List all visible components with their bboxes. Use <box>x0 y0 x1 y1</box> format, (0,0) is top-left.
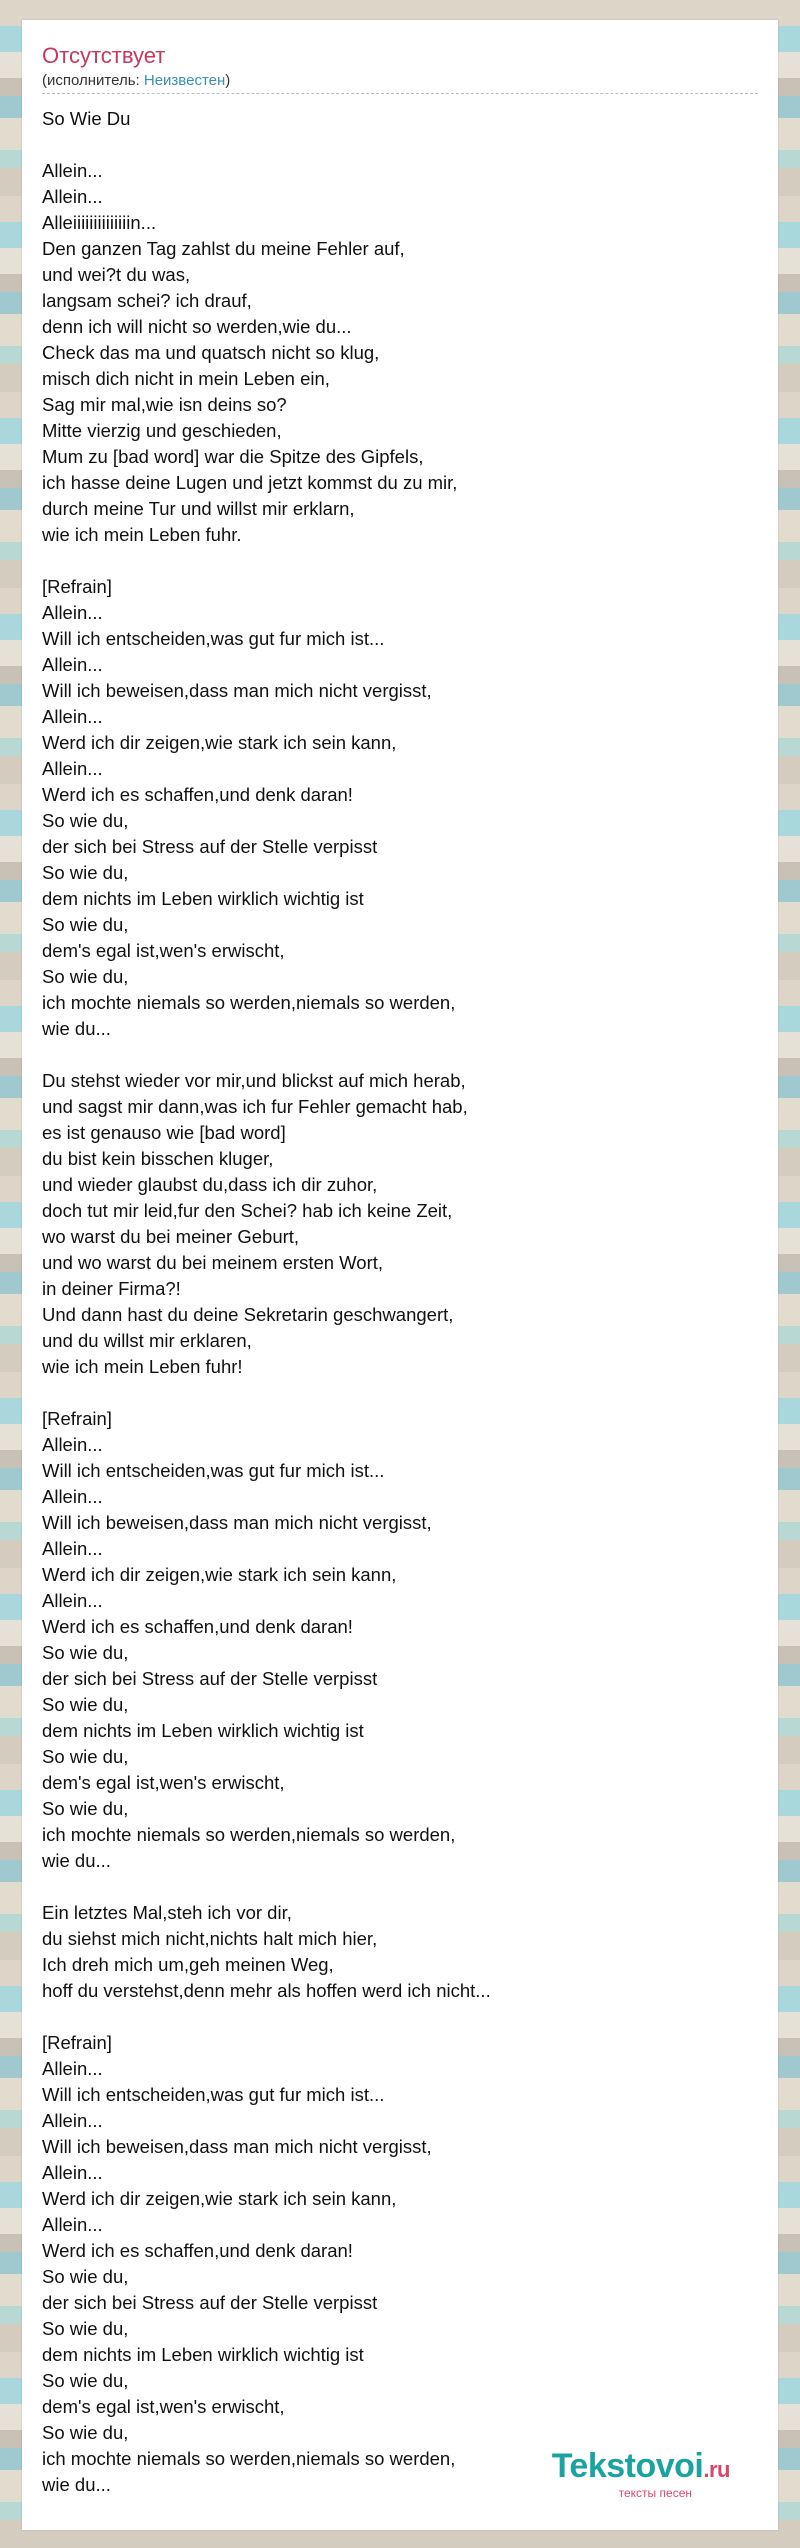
lyric-line: Allein... <box>42 602 103 623</box>
lyric-line: Werd ich dir zeigen,wie stark ich sein kann, <box>42 1564 397 1585</box>
lyric-line: Und dann hast du deine Sekretarin geschwangert, <box>42 1304 454 1325</box>
lyric-line: langsam schei? ich drauf, <box>42 290 252 311</box>
lyric-line: und wieder glaubst du,dass ich dir zuhor, <box>42 1174 378 1195</box>
lyric-blank-line <box>42 1874 758 1900</box>
lyric-line: Will ich entscheiden,was gut fur mich ist... <box>42 2084 385 2105</box>
lyric-line: ich mochte niemals so werden,niemals so werden, <box>42 1824 456 1845</box>
lyric-line: Allein... <box>42 2110 103 2131</box>
lyric-blank-line <box>42 1380 758 1406</box>
lyric-line: wo warst du bei meiner Geburt, <box>42 1226 300 1247</box>
lyric-line: So wie du, <box>42 1642 129 1663</box>
artist-prefix: (исполнитель: <box>42 72 144 89</box>
lyric-line: dem's egal ist,wen's erwischt, <box>42 2396 285 2417</box>
lyric-line: Allein... <box>42 160 103 181</box>
lyric-line: Allein... <box>42 1486 103 1507</box>
logo-tld: .ru <box>703 2457 730 2482</box>
lyric-line: Allein... <box>42 758 103 779</box>
lyric-line: [Refrain] <box>42 576 112 597</box>
lyric-blank-line <box>42 2004 758 2030</box>
lyric-line: Will ich entscheiden,was gut fur mich ist... <box>42 628 385 649</box>
lyric-line: und du willst mir erklaren, <box>42 1330 252 1351</box>
lyric-line: Allein... <box>42 2162 103 2183</box>
lyric-line: So wie du, <box>42 1746 129 1767</box>
lyric-line: dem nichts im Leben wirklich wichtig ist <box>42 1720 364 1741</box>
lyric-line: es ist genauso wie [bad word] <box>42 1122 286 1143</box>
lyric-line: Allein... <box>42 1590 103 1611</box>
header-divider <box>42 93 758 94</box>
lyric-line: Allein... <box>42 1538 103 1559</box>
logo-name: Tekstovoi <box>551 2447 704 2485</box>
lyric-line: wie du... <box>42 2474 111 2495</box>
lyric-line: wie ich mein Leben fuhr! <box>42 1356 243 1377</box>
lyric-line: So wie du, <box>42 2422 129 2443</box>
lyric-line: So wie du, <box>42 1694 129 1715</box>
lyric-line: Will ich beweisen,dass man mich nicht vergisst, <box>42 1512 432 1533</box>
lyric-line: misch dich nicht in mein Leben ein, <box>42 368 330 389</box>
lyric-line: der sich bei Stress auf der Stelle verpisst <box>42 1668 378 1689</box>
lyrics-card <box>22 20 778 2530</box>
lyric-line: und wo warst du bei meinem ersten Wort, <box>42 1252 384 1273</box>
lyric-line: Werd ich es schaffen,und denk daran! <box>42 784 353 805</box>
lyric-line: in deiner Firma?! <box>42 1278 181 1299</box>
lyric-line: So wie du, <box>42 2370 129 2391</box>
site-logo[interactable] <box>552 2448 730 2500</box>
lyric-line: ich mochte niemals so werden,niemals so werden, <box>42 992 456 1013</box>
lyric-line: Will ich entscheiden,was gut fur mich ist... <box>42 1460 385 1481</box>
lyric-line: [Refrain] <box>42 2032 112 2053</box>
lyric-line: So wie du, <box>42 810 129 831</box>
lyric-line: Allein... <box>42 654 103 675</box>
lyric-blank-line <box>42 1042 758 1068</box>
lyric-line: wie ich mein Leben fuhr. <box>42 524 242 545</box>
lyric-line: Werd ich es schaffen,und denk daran! <box>42 2240 353 2261</box>
lyric-line: So wie du, <box>42 1798 129 1819</box>
lyric-line: So wie du, <box>42 914 129 935</box>
lyric-line: So wie du, <box>42 2318 129 2339</box>
lyric-line: Allein... <box>42 186 103 207</box>
lyric-line: Allein... <box>42 706 103 727</box>
artist-suffix: ) <box>225 72 231 89</box>
lyric-line: Mum zu [bad word] war die Spitze des Gipfels, <box>42 446 424 467</box>
lyric-line: Du stehst wieder vor mir,und blickst auf mich herab, <box>42 1070 466 1091</box>
lyric-line: und sagst mir dann,was ich fur Fehler gemacht hab, <box>42 1096 468 1117</box>
logo-tagline: тексты песен <box>618 2486 692 2500</box>
lyric-line: durch meine Tur und willst mir erklarn, <box>42 498 355 519</box>
lyric-line: ich mochte niemals so werden,niemals so werden, <box>42 2448 456 2469</box>
lyric-line: Allein... <box>42 1434 103 1455</box>
lyric-line: wie du... <box>42 1018 111 1039</box>
lyric-line: der sich bei Stress auf der Stelle verpisst <box>42 2292 378 2313</box>
lyric-line: Allein... <box>42 2058 103 2079</box>
lyric-line: Alleiiiiiiiiiiiiiin... <box>42 212 157 233</box>
lyric-line: dem nichts im Leben wirklich wichtig ist <box>42 2344 364 2365</box>
lyric-line: Mitte vierzig und geschieden, <box>42 420 282 441</box>
lyric-line: Werd ich dir zeigen,wie stark ich sein kann, <box>42 2188 397 2209</box>
lyric-line: Den ganzen Tag zahlst du meine Fehler auf, <box>42 238 405 259</box>
artist-link[interactable]: Неизвестен <box>143 72 226 89</box>
lyric-line: Werd ich dir zeigen,wie stark ich sein kann, <box>42 732 397 753</box>
lyric-line: du siehst mich nicht,nichts halt mich hier, <box>42 1928 378 1949</box>
lyric-line: So wie du, <box>42 966 129 987</box>
lyric-line: So wie du, <box>42 2266 129 2287</box>
lyric-line: Ich dreh mich um,geh meinen Weg, <box>42 1954 334 1975</box>
lyrics-text <box>42 106 758 2498</box>
song-title: Отсутствует <box>42 43 166 68</box>
lyric-line: und wei?t du was, <box>42 264 191 285</box>
lyric-line: Allein... <box>42 2214 103 2235</box>
lyric-line: Ein letztes Mal,steh ich vor dir, <box>42 1902 292 1923</box>
lyric-line: So wie du, <box>42 862 129 883</box>
lyric-line: Check das ma und quatsch nicht so klug, <box>42 342 380 363</box>
lyric-line: So Wie Du <box>42 108 131 129</box>
lyric-line: [Refrain] <box>42 1408 112 1429</box>
lyric-line: dem's egal ist,wen's erwischt, <box>42 1772 285 1793</box>
artist-line <box>42 72 230 90</box>
lyric-line: Will ich beweisen,dass man mich nicht vergisst, <box>42 680 432 701</box>
lyric-line: ich hasse deine Lugen und jetzt kommst du zu mir, <box>42 472 458 493</box>
lyric-line: hoff du verstehst,denn mehr als hoffen werd ich nicht... <box>42 1980 491 2001</box>
lyric-line: der sich bei Stress auf der Stelle verpisst <box>42 836 378 857</box>
lyric-line: Will ich beweisen,dass man mich nicht vergisst, <box>42 2136 432 2157</box>
lyric-line: wie du... <box>42 1850 111 1871</box>
lyric-blank-line <box>42 132 758 158</box>
lyric-line: Werd ich es schaffen,und denk daran! <box>42 1616 353 1637</box>
lyric-line: dem's egal ist,wen's erwischt, <box>42 940 285 961</box>
lyric-line: denn ich will nicht so werden,wie du... <box>42 316 352 337</box>
logo-wordmark <box>552 2448 730 2488</box>
lyric-line: Sag mir mal,wie isn deins so? <box>42 394 287 415</box>
lyric-line: doch tut mir leid,fur den Schei? hab ich keine Zeit, <box>42 1200 453 1221</box>
lyric-blank-line <box>42 548 758 574</box>
lyric-line: du bist kein bisschen kluger, <box>42 1148 274 1169</box>
lyric-line: dem nichts im Leben wirklich wichtig ist <box>42 888 364 909</box>
